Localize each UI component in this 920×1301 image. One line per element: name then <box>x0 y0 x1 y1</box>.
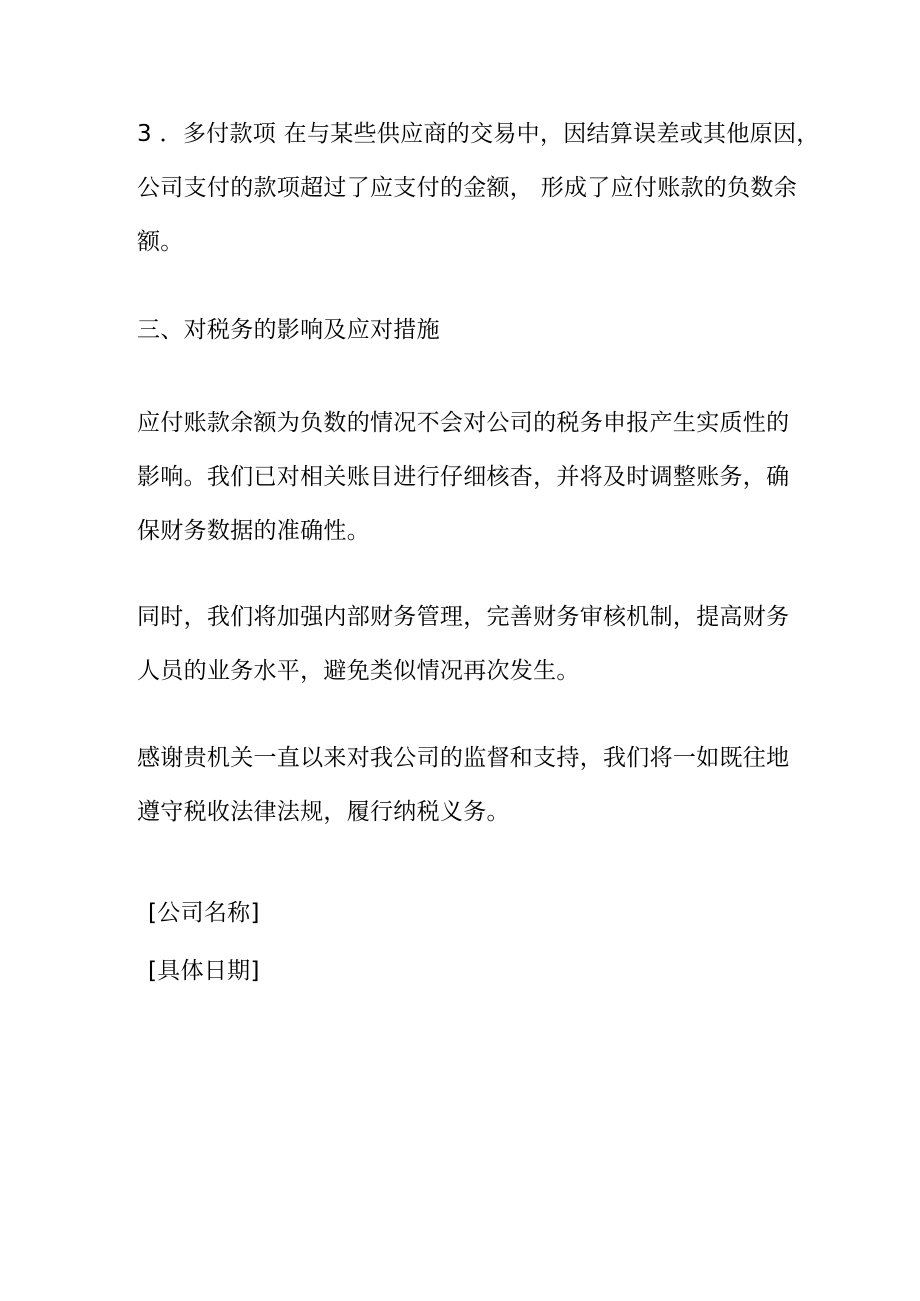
text-line: 保财务数据的准确性。 <box>137 518 370 544</box>
text-line: 额。 <box>137 229 184 255</box>
signature-company: [公司名称] <box>148 900 260 926</box>
text-line: 人员的业务水平，避免类似情况再次发生。 <box>137 658 580 684</box>
section-heading <box>137 303 797 357</box>
text-line: 遵守税收法律法规，履行纳税义务。 <box>137 799 510 825</box>
paragraph-overpayment <box>137 107 820 269</box>
text-line: 感谢贵机关一直以来对我公司的监督和支持，我们将一如既往地 <box>137 745 790 771</box>
paragraph-thanks <box>137 731 797 839</box>
section-heading-text: 三、对税务的影响及应对措施 <box>137 317 440 343</box>
text-line: 公司支付的款项超过了应支付的金额， 形成了应付账款的负数余 <box>137 175 798 201</box>
text-line: 应付账款余额为负数的情况不会对公司的税务申报产生实质性的 <box>137 410 790 436</box>
text-line: 3 ．多付款项 在与某些供应商的交易中，因结算误差或其他原因， <box>137 121 820 147</box>
paragraph-measures <box>137 590 797 698</box>
signature-date: [具体日期] <box>148 958 260 984</box>
text-line: 影响。我们已对相关账目进行仔细核杳，并将及时调整账务，确 <box>137 464 790 490</box>
text-line: 同时，我们将加强内部财务管理，完善财务审核机制，提高财务 <box>137 604 790 630</box>
paragraph-tax-impact <box>137 396 797 558</box>
